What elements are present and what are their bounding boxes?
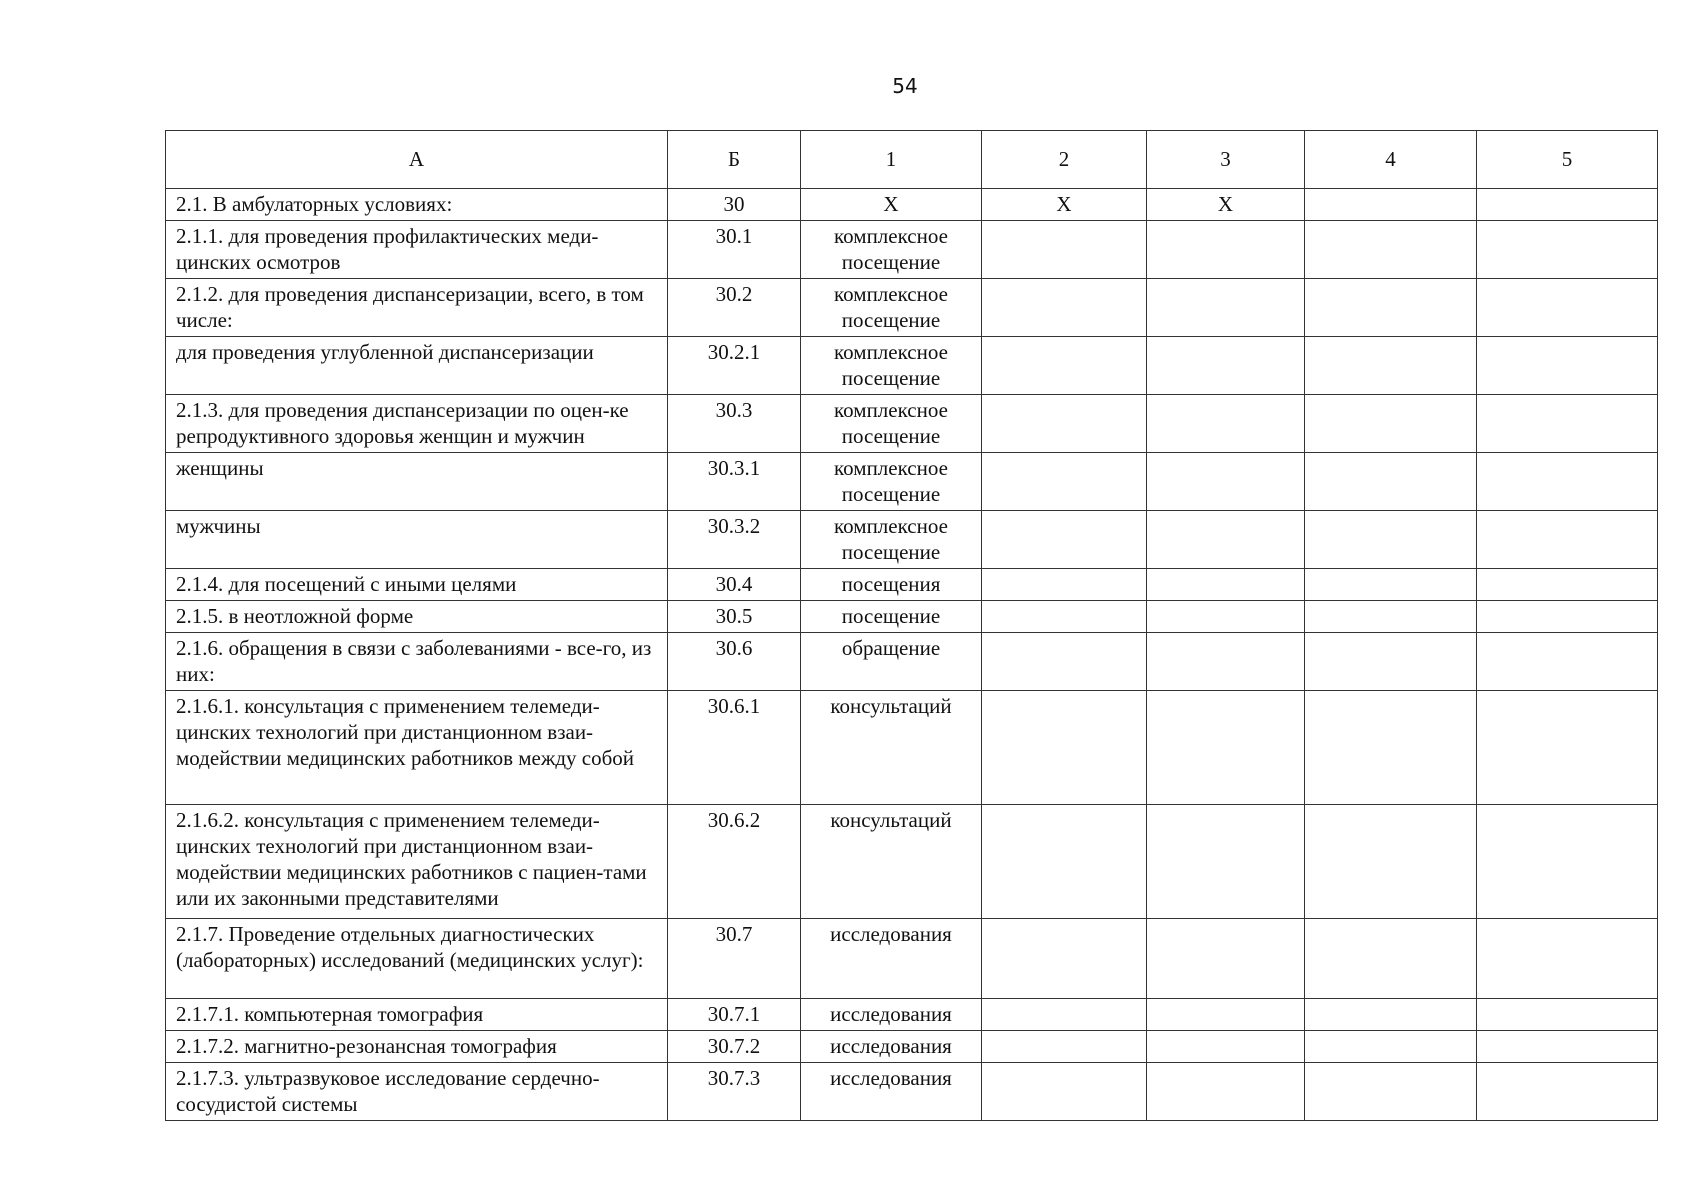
cell-col-3	[1147, 279, 1305, 337]
table-row	[166, 805, 1658, 919]
cell-col-5	[1477, 805, 1658, 919]
table-header-row	[166, 131, 1658, 189]
cell-col-4	[1305, 999, 1477, 1031]
header-col-b: Б	[668, 131, 801, 189]
cell-col-4	[1305, 279, 1477, 337]
cell-col-3	[1147, 1063, 1305, 1121]
cell-col-4	[1305, 601, 1477, 633]
cell-name: мужчины	[166, 511, 668, 569]
data-table	[165, 130, 1658, 1121]
cell-unit: комплексное посещение	[801, 279, 982, 337]
cell-col-2	[982, 1063, 1147, 1121]
cell-col-5	[1477, 279, 1658, 337]
page-number: 54	[892, 74, 918, 98]
cell-col-2	[982, 601, 1147, 633]
cell-col-3	[1147, 453, 1305, 511]
header-col-5: 5	[1477, 131, 1658, 189]
cell-col-4	[1305, 511, 1477, 569]
table-row	[166, 453, 1658, 511]
cell-col-2	[982, 569, 1147, 601]
cell-line-code: 30.6	[668, 633, 801, 691]
cell-col-5	[1477, 453, 1658, 511]
cell-name: 2.1.7.1. компьютерная томография	[166, 999, 668, 1031]
cell-name: 2.1.3. для проведения диспансеризации по оцен-ке репродуктивного здоровья женщин и мужчин	[166, 395, 668, 453]
cell-unit: Х	[801, 189, 982, 221]
cell-col-4	[1305, 1031, 1477, 1063]
cell-col-3	[1147, 601, 1305, 633]
cell-name: 2.1.7.3. ультразвуковое исследование сердечно-сосудистой системы	[166, 1063, 668, 1121]
cell-unit: исследования	[801, 999, 982, 1031]
cell-unit: комплексное посещение	[801, 221, 982, 279]
header-col-4: 4	[1305, 131, 1477, 189]
header-col-1: 1	[801, 131, 982, 189]
cell-col-2	[982, 279, 1147, 337]
cell-col-3	[1147, 569, 1305, 601]
cell-col-5	[1477, 395, 1658, 453]
cell-unit: исследования	[801, 1063, 982, 1121]
cell-col-2	[982, 919, 1147, 999]
cell-col-2	[982, 453, 1147, 511]
cell-col-3	[1147, 805, 1305, 919]
cell-line-code: 30.2.1	[668, 337, 801, 395]
cell-line-code: 30.6.1	[668, 691, 801, 805]
cell-line-code: 30.3	[668, 395, 801, 453]
cell-line-code: 30.7	[668, 919, 801, 999]
cell-name: 2.1. В амбулаторных условиях:	[166, 189, 668, 221]
cell-col-5	[1477, 691, 1658, 805]
table-row	[166, 1031, 1658, 1063]
cell-name: 2.1.6.1. консультация с применением телемеди-цинских технологий при дистанционном взаи-модействии медицинских работников между собой	[166, 691, 668, 805]
cell-col-2	[982, 805, 1147, 919]
cell-name: женщины	[166, 453, 668, 511]
table-row	[166, 189, 1658, 221]
cell-line-code: 30.5	[668, 601, 801, 633]
cell-name: 2.1.1. для проведения профилактических меди-цинских осмотров	[166, 221, 668, 279]
cell-col-3	[1147, 633, 1305, 691]
cell-col-5	[1477, 221, 1658, 279]
cell-col-5	[1477, 1063, 1658, 1121]
cell-line-code: 30	[668, 189, 801, 221]
cell-name: 2.1.4. для посещений с иными целями	[166, 569, 668, 601]
cell-col-2: Х	[982, 189, 1147, 221]
cell-col-4	[1305, 919, 1477, 999]
table-row	[166, 279, 1658, 337]
table-row	[166, 919, 1658, 999]
table-row	[166, 395, 1658, 453]
cell-unit: обращение	[801, 633, 982, 691]
cell-col-3: Х	[1147, 189, 1305, 221]
cell-name: 2.1.7.2. магнитно-резонансная томография	[166, 1031, 668, 1063]
header-col-2: 2	[982, 131, 1147, 189]
cell-col-2	[982, 633, 1147, 691]
cell-col-2	[982, 511, 1147, 569]
cell-col-4	[1305, 337, 1477, 395]
table-row	[166, 633, 1658, 691]
cell-col-2	[982, 221, 1147, 279]
cell-col-5	[1477, 1031, 1658, 1063]
cell-unit: консультаций	[801, 691, 982, 805]
header-col-3: 3	[1147, 131, 1305, 189]
cell-unit: комплексное посещение	[801, 453, 982, 511]
cell-col-4	[1305, 569, 1477, 601]
cell-col-5	[1477, 511, 1658, 569]
cell-col-4	[1305, 395, 1477, 453]
cell-unit: посещения	[801, 569, 982, 601]
cell-line-code: 30.6.2	[668, 805, 801, 919]
table-row	[166, 337, 1658, 395]
cell-col-4	[1305, 221, 1477, 279]
table-row	[166, 569, 1658, 601]
cell-unit: комплексное посещение	[801, 395, 982, 453]
cell-col-2	[982, 337, 1147, 395]
cell-col-2	[982, 691, 1147, 805]
cell-col-5	[1477, 189, 1658, 221]
cell-col-3	[1147, 221, 1305, 279]
cell-col-2	[982, 395, 1147, 453]
header-col-a: А	[166, 131, 668, 189]
cell-line-code: 30.7.2	[668, 1031, 801, 1063]
cell-unit: консультаций	[801, 805, 982, 919]
table-row	[166, 601, 1658, 633]
cell-unit: исследования	[801, 1031, 982, 1063]
cell-col-5	[1477, 919, 1658, 999]
cell-col-4	[1305, 691, 1477, 805]
cell-col-2	[982, 999, 1147, 1031]
cell-col-3	[1147, 511, 1305, 569]
cell-unit: посещение	[801, 601, 982, 633]
cell-name: 2.1.7. Проведение отдельных диагностических (лабораторных) исследований (медицинских услуг):	[166, 919, 668, 999]
cell-col-5	[1477, 337, 1658, 395]
table-row	[166, 691, 1658, 805]
cell-name: 2.1.2. для проведения диспансеризации, всего, в том числе:	[166, 279, 668, 337]
table-row	[166, 999, 1658, 1031]
cell-line-code: 30.4	[668, 569, 801, 601]
cell-col-5	[1477, 633, 1658, 691]
cell-unit: комплексное посещение	[801, 337, 982, 395]
cell-line-code: 30.1	[668, 221, 801, 279]
cell-col-4	[1305, 805, 1477, 919]
cell-col-5	[1477, 569, 1658, 601]
cell-unit: исследования	[801, 919, 982, 999]
cell-col-3	[1147, 337, 1305, 395]
cell-line-code: 30.3.1	[668, 453, 801, 511]
table-row	[166, 511, 1658, 569]
cell-col-4	[1305, 453, 1477, 511]
cell-unit: комплексное посещение	[801, 511, 982, 569]
cell-col-3	[1147, 919, 1305, 999]
cell-col-3	[1147, 395, 1305, 453]
cell-name: для проведения углубленной диспансеризации	[166, 337, 668, 395]
cell-col-4	[1305, 1063, 1477, 1121]
cell-line-code: 30.3.2	[668, 511, 801, 569]
table-row	[166, 1063, 1658, 1121]
cell-col-3	[1147, 691, 1305, 805]
cell-col-4	[1305, 633, 1477, 691]
cell-col-3	[1147, 999, 1305, 1031]
cell-name: 2.1.6. обращения в связи с заболеваниями - все-го, из них:	[166, 633, 668, 691]
cell-line-code: 30.2	[668, 279, 801, 337]
table-row	[166, 221, 1658, 279]
cell-name: 2.1.6.2. консультация с применением телемеди-цинских технологий при дистанционном взаи-модействии медицинских работников с пациен-тами или их законными представителями	[166, 805, 668, 919]
cell-col-5	[1477, 601, 1658, 633]
cell-line-code: 30.7.1	[668, 999, 801, 1031]
cell-col-2	[982, 1031, 1147, 1063]
cell-col-4	[1305, 189, 1477, 221]
cell-line-code: 30.7.3	[668, 1063, 801, 1121]
cell-col-5	[1477, 999, 1658, 1031]
cell-col-3	[1147, 1031, 1305, 1063]
cell-name: 2.1.5. в неотложной форме	[166, 601, 668, 633]
